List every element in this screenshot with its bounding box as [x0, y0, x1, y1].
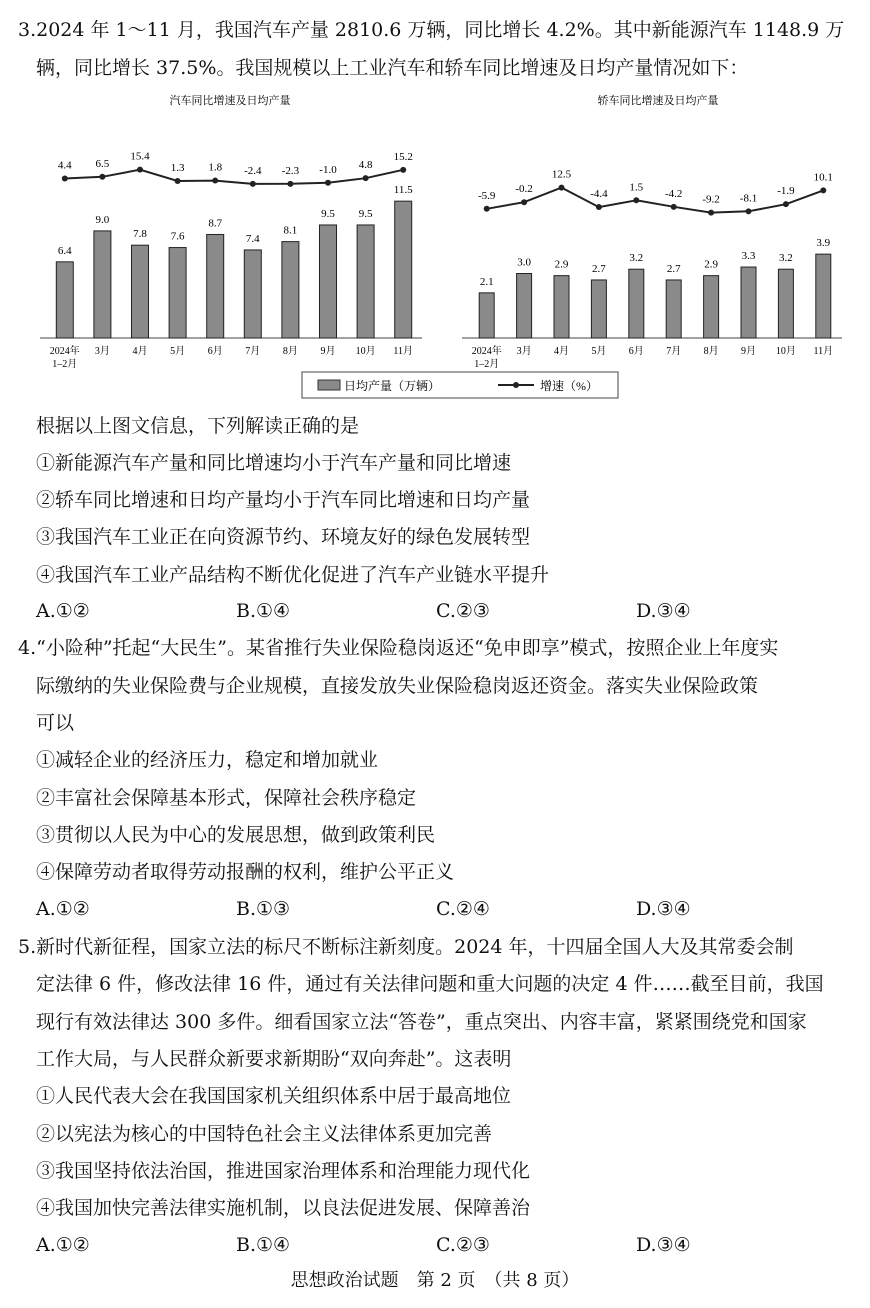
q5-stem-line1: 5.新时代新征程，国家立法的标尺不断标注新刻度。2024 年，十四届全国人大及其常委会制: [18, 936, 794, 958]
growth-point-0-8: [363, 175, 369, 181]
category-label-1-9: 11月: [813, 346, 834, 357]
bar-0-9: [395, 201, 412, 338]
bar-0-0: [56, 262, 73, 338]
bar-label-1-1: 3.0: [517, 256, 531, 269]
q3-option-c: C.②③: [436, 600, 490, 622]
q4-option-b: B.①③: [236, 898, 291, 920]
q3-item-4: ④我国汽车工业产品结构不断优化促进了汽车产业链水平提升: [36, 564, 550, 586]
q4-stem-line1: 4.“小险种”托起“大民生”。某省推行失业保险稳岗返还“免申即享”模式，按照企业上年度实: [18, 637, 779, 659]
q3-stem-line2: 辆，同比增长 37.5%。我国规模以上工业汽车和轿车同比增速及日均产量情况如下：: [36, 57, 749, 79]
growth-point-0-4: [212, 178, 218, 184]
bar-1-0: [479, 293, 494, 338]
chart-car: [40, 93, 422, 370]
category-label-1-3: 5月: [591, 346, 607, 357]
legend-bar-swatch: [318, 380, 340, 390]
category-label-1-1: 3月: [516, 346, 532, 357]
page-footer: 思想政治试题 第 2 页 （共 8 页）: [290, 1270, 580, 1291]
growth-label-0-5: -2.4: [244, 164, 262, 177]
q5-option-c: C.②③: [436, 1234, 490, 1256]
growth-point-1-7: [746, 208, 752, 214]
q4-item-2: ②丰富社会保障基本形式，保障社会秩序稳定: [36, 787, 417, 809]
q3-option-b: B.①④: [236, 600, 291, 622]
growth-point-1-2: [559, 185, 565, 191]
q3-item-2: ②轿车同比增速和日均产量均小于汽车同比增速和日均产量: [36, 489, 531, 511]
bar-label-0-7: 9.5: [321, 207, 335, 220]
q3-charts: [22, 90, 852, 402]
growth-label-0-6: -2.3: [281, 164, 300, 177]
growth-point-0-0: [62, 175, 68, 181]
growth-label-1-0: -5.9: [477, 189, 496, 202]
growth-point-0-9: [400, 167, 406, 173]
category-label-0-7: 9月: [320, 346, 336, 357]
growth-label-0-9: 15.2: [393, 150, 413, 163]
q5-option-a: A.①②: [36, 1234, 90, 1256]
q5-option-d: D.③④: [636, 1234, 691, 1256]
q5-item-3: ③我国坚持依法治国，推进国家治理体系和治理能力现代化: [36, 1160, 531, 1182]
bar-label-1-3: 2.7: [592, 262, 606, 275]
legend-line-marker: [513, 382, 519, 388]
growth-label-1-9: 10.1: [813, 171, 833, 184]
category-label-1-6: 8月: [703, 346, 719, 357]
bar-0-1: [94, 231, 111, 338]
growth-point-1-3: [596, 204, 602, 210]
growth-point-0-1: [99, 174, 105, 180]
growth-label-0-1: 6.5: [95, 157, 110, 170]
legend-bar-label: 日均产量（万辆）: [344, 379, 441, 393]
category-label-0-1: 3月: [94, 346, 110, 357]
bar-1-6: [704, 276, 719, 338]
bar-label-0-3: 7.6: [170, 230, 185, 243]
growth-label-1-6: -9.2: [702, 193, 720, 206]
growth-point-0-6: [287, 181, 293, 187]
category-label-0-8: 10月: [355, 346, 376, 357]
q4-item-3: ③贯彻以人民为中心的发展思想，做到政策利民: [36, 824, 436, 846]
growth-point-0-5: [250, 181, 256, 187]
q3-question: 根据以上图文信息，下列解读正确的是: [36, 415, 360, 437]
growth-point-0-2: [137, 167, 143, 173]
bar-label-0-5: 7.4: [245, 232, 260, 245]
bar-label-0-1: 9.0: [95, 213, 110, 226]
q4-stem-line3: 可以: [36, 712, 75, 734]
bar-0-7: [320, 225, 337, 338]
bar-label-1-9: 3.9: [816, 237, 831, 250]
bar-1-8: [778, 269, 793, 338]
bar-label-1-4: 3.2: [629, 252, 644, 265]
q3-stem-line1: 3.2024 年 1～11 月，我国汽车产量 2810.6 万辆，同比增长 4.2%。其中新能源汽车 1148.9 万: [18, 19, 845, 41]
q3-option-d: D.③④: [636, 600, 691, 622]
bar-label-0-0: 6.4: [57, 244, 72, 257]
growth-label-1-3: -4.4: [590, 188, 608, 201]
q5-item-1: ①人民代表大会在我国国家机关组织体系中居于最高地位: [36, 1085, 512, 1107]
bar-0-4: [207, 234, 224, 338]
growth-line-1: [487, 188, 824, 213]
growth-label-1-4: 1.5: [629, 181, 644, 194]
chart-sedan: [462, 93, 842, 370]
growth-label-1-2: 12.5: [551, 168, 572, 181]
category-label-0-3: 5月: [170, 346, 186, 357]
bar-1-9: [816, 254, 831, 338]
growth-point-1-6: [708, 210, 714, 216]
bar-1-1: [517, 274, 532, 339]
bar-label-0-2: 7.8: [133, 228, 147, 241]
growth-point-1-8: [783, 201, 789, 207]
category-label-0-4: 6月: [207, 346, 223, 357]
category-label-line2-1-0: 1–2月: [474, 359, 500, 370]
chart-title-0: 汽车同比增速及日均产量: [169, 95, 291, 107]
bar-label-1-6: 2.9: [704, 258, 718, 271]
growth-label-0-4: 1.8: [208, 161, 223, 174]
bar-label-1-2: 2.9: [554, 258, 569, 271]
q5-stem-line2: 定法律 6 件，修改法律 16 件，通过有关法律问题和重大问题的决定 4 件……截至目前，我国: [36, 973, 824, 995]
bar-0-6: [282, 242, 299, 338]
category-label-0-9: 11月: [393, 346, 414, 357]
chart-title-1: 轿车同比增速及日均产量: [597, 95, 719, 107]
bar-1-7: [741, 267, 756, 338]
bar-1-5: [666, 280, 681, 338]
category-label-0-5: 7月: [245, 346, 261, 357]
growth-line-0: [65, 170, 403, 184]
q4-option-a: A.①②: [36, 898, 90, 920]
q5-stem-line4: 工作大局，与人民群众新要求新期盼“双向奔赴”。这表明: [36, 1048, 512, 1070]
growth-label-0-8: 4.8: [358, 159, 373, 172]
growth-point-1-0: [484, 206, 490, 212]
q5-item-4: ④我国加快完善法律实施机制，以良法促进发展、保障善治: [36, 1197, 531, 1219]
growth-point-1-5: [671, 204, 677, 210]
bar-0-3: [169, 248, 186, 338]
category-label-1-0: 2024年: [471, 346, 502, 357]
q3-item-1: ①新能源汽车产量和同比增速均小于汽车产量和同比增速: [36, 452, 512, 474]
q3-option-a: A.①②: [36, 600, 90, 622]
bar-label-0-6: 8.1: [283, 224, 298, 237]
q4-option-c: C.②④: [436, 898, 490, 920]
q4-stem-line2: 际缴纳的失业保险费与企业规模，直接发放失业保险稳岗返还资金。落实失业保险政策: [36, 675, 759, 697]
bar-label-1-7: 3.3: [741, 250, 756, 263]
bar-0-8: [357, 225, 374, 338]
category-label-line2-0-0: 1–2月: [52, 359, 78, 370]
category-label-0-0: 2024年: [49, 346, 80, 357]
growth-point-1-1: [521, 199, 527, 205]
growth-label-0-7: -1.0: [319, 163, 337, 176]
q3-charts-svg: [22, 90, 852, 402]
category-label-0-2: 4月: [132, 346, 148, 357]
growth-point-1-4: [633, 197, 639, 203]
bar-label-0-9: 11.5: [393, 184, 413, 197]
bar-label-0-8: 9.5: [358, 207, 373, 220]
category-label-0-6: 8月: [282, 346, 298, 357]
growth-label-1-5: -4.2: [664, 187, 683, 200]
q3-item-3: ③我国汽车工业正在向资源节约、环境友好的绿色发展转型: [36, 526, 531, 548]
bar-label-1-5: 2.7: [666, 262, 681, 275]
chart-legend: [302, 372, 618, 398]
category-label-1-7: 9月: [741, 346, 756, 357]
category-label-1-8: 10月: [775, 346, 796, 357]
category-label-1-2: 4月: [554, 346, 569, 357]
growth-point-1-9: [820, 187, 826, 193]
growth-point-0-7: [325, 180, 331, 186]
growth-label-0-2: 15.4: [130, 150, 150, 163]
growth-label-1-7: -8.1: [739, 192, 758, 205]
q4-item-1: ①减轻企业的经济压力，稳定和增加就业: [36, 749, 379, 771]
growth-label-1-1: -0.2: [515, 183, 533, 196]
bar-0-2: [132, 245, 149, 338]
category-label-1-5: 7月: [666, 346, 682, 357]
growth-point-0-3: [175, 178, 181, 184]
category-label-1-4: 6月: [628, 346, 644, 357]
bar-label-1-8: 3.2: [779, 252, 793, 265]
bar-0-5: [244, 250, 261, 338]
q5-option-b: B.①④: [236, 1234, 291, 1256]
bar-1-3: [591, 280, 606, 338]
legend-line-label: 增速（%）: [540, 379, 598, 393]
growth-label-0-0: 4.4: [57, 159, 72, 172]
growth-label-1-8: -1.9: [777, 185, 795, 198]
bar-1-4: [629, 269, 644, 338]
q5-item-2: ②以宪法为核心的中国特色社会主义法律体系更加完善: [36, 1123, 493, 1145]
bar-label-0-4: 8.7: [208, 217, 223, 230]
q4-item-4: ④保障劳动者取得劳动报酬的权利，维护公平正义: [36, 861, 455, 883]
q5-stem-line3: 现行有效法律达 300 多件。细看国家立法“答卷”，重点突出、内容丰富，紧紧围绕党和国家: [36, 1011, 807, 1033]
q4-option-d: D.③④: [636, 898, 691, 920]
growth-label-0-3: 1.3: [170, 161, 185, 174]
bar-1-2: [554, 276, 569, 338]
bar-label-1-0: 2.1: [479, 275, 494, 288]
